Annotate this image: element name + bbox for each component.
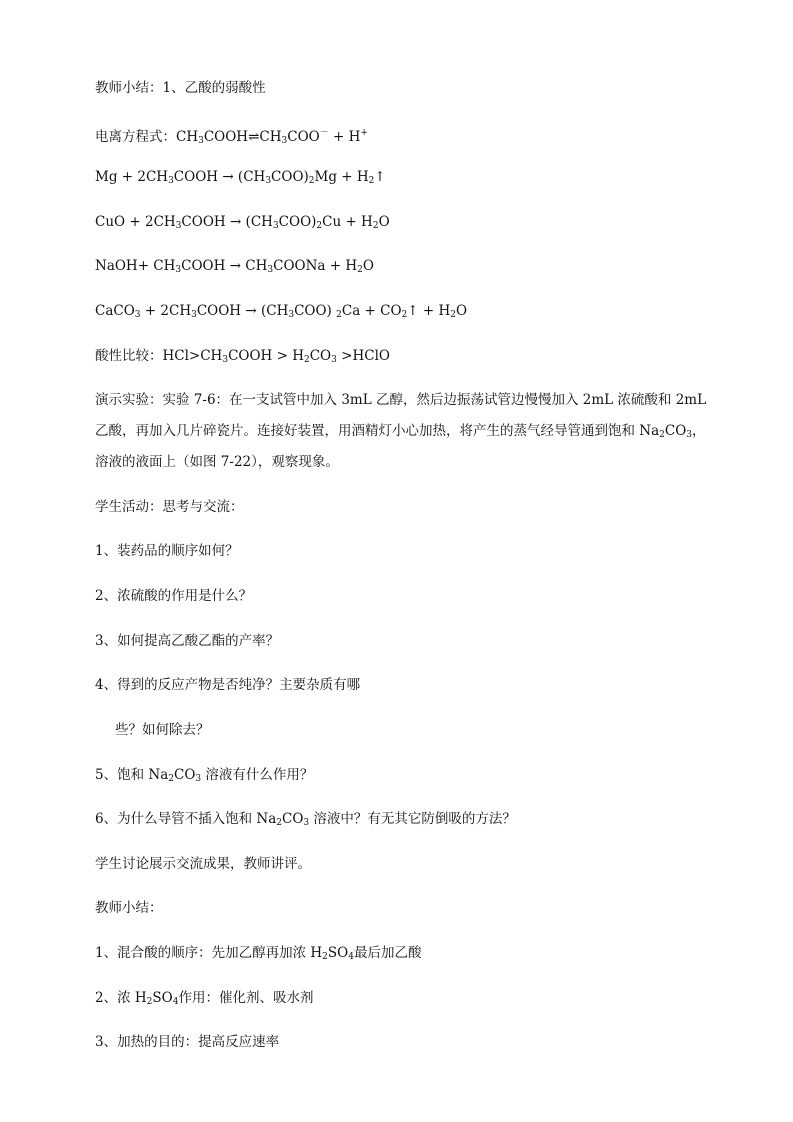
question-5: 5、饱和 $Na_2CO_3$ 溶液有什么作用？ xyxy=(95,767,314,784)
demo-experiment-line-2: 乙酸，再加入几片碎瓷片。连接好装置，用酒精灯小心加热，将产生的蒸气经导管通到饱和 $Na_2CO_3$， xyxy=(95,423,706,440)
summary-item-1: 1、混合酸的顺序：先加乙醇再加浓 $H_2SO_4$最后加乙酸 xyxy=(95,945,422,962)
equation-cuo: CuO + $2CH_3COOH \to (CH_3COO)_2Cu + H_2O$ xyxy=(95,214,390,231)
teacher-summary-heading-1: 教师小结：1、乙酸的弱酸性 xyxy=(95,80,266,96)
summary-item-3: 3、加热的目的：提高反应速率 xyxy=(95,1034,280,1050)
equilibrium-arrow: ⇌ xyxy=(248,129,260,145)
student-activity-heading: 学生活动：思考与交流： xyxy=(95,499,244,515)
question-6: 6、为什么导管不插入饱和 $Na_2CO_3$ 溶液中？有无其它防倒吸的方法？ xyxy=(95,811,516,828)
question-2: 2、浓硫酸的作用是什么？ xyxy=(95,588,253,604)
teacher-summary-heading-2: 教师小结： xyxy=(95,900,163,916)
demo-experiment-line-3: 溶液的液面上（如图 7-22），观察现象。 xyxy=(95,454,339,470)
acidity-comparison: 酸性比较：$HCl>CH_3COOH > H_2CO_3$ >HClO xyxy=(95,348,390,365)
question-4: 4、得到的反应产物是否纯净？主要杂质有哪 xyxy=(95,677,361,693)
equation-mg: $Mg + 2CH_3COOH \to (CH_3COO)_2Mg$ + $H_2↑$ xyxy=(95,169,386,186)
question-3: 3、如何提高乙酸乙酯的产率？ xyxy=(95,633,280,649)
summary-item-2: 2、浓 $H_2SO_4$作用：催化剂、吸水剂 xyxy=(95,990,314,1007)
question-1: 1、装药品的顺序如何？ xyxy=(95,543,239,559)
ionization-equation: 电离方程式：$CH_3COOH\rightleftharpoons CH_3COO^- + H^+$ xyxy=(95,128,368,146)
equation-caco3: CaCO$_3$ + $2CH_3COOH \to (CH_3COO) _2Ca$ + $CO_2↑ + H_2O$ xyxy=(95,303,468,320)
demo-experiment-line-1: 演示实验：实验 7-6：在一支试管中加入 3mL 乙醇，然后边振荡试管边慢慢加入 2mL 浓硫酸和 2mL xyxy=(95,392,707,408)
discussion-text: 学生讨论展示交流成果，教师讲评。 xyxy=(95,856,311,872)
question-4-continued: 些？如何除去？ xyxy=(115,722,210,738)
equation-naoh: NaOH+ $CH_3COOH$ → $CH_3COONa + H_2O$ xyxy=(95,258,374,275)
